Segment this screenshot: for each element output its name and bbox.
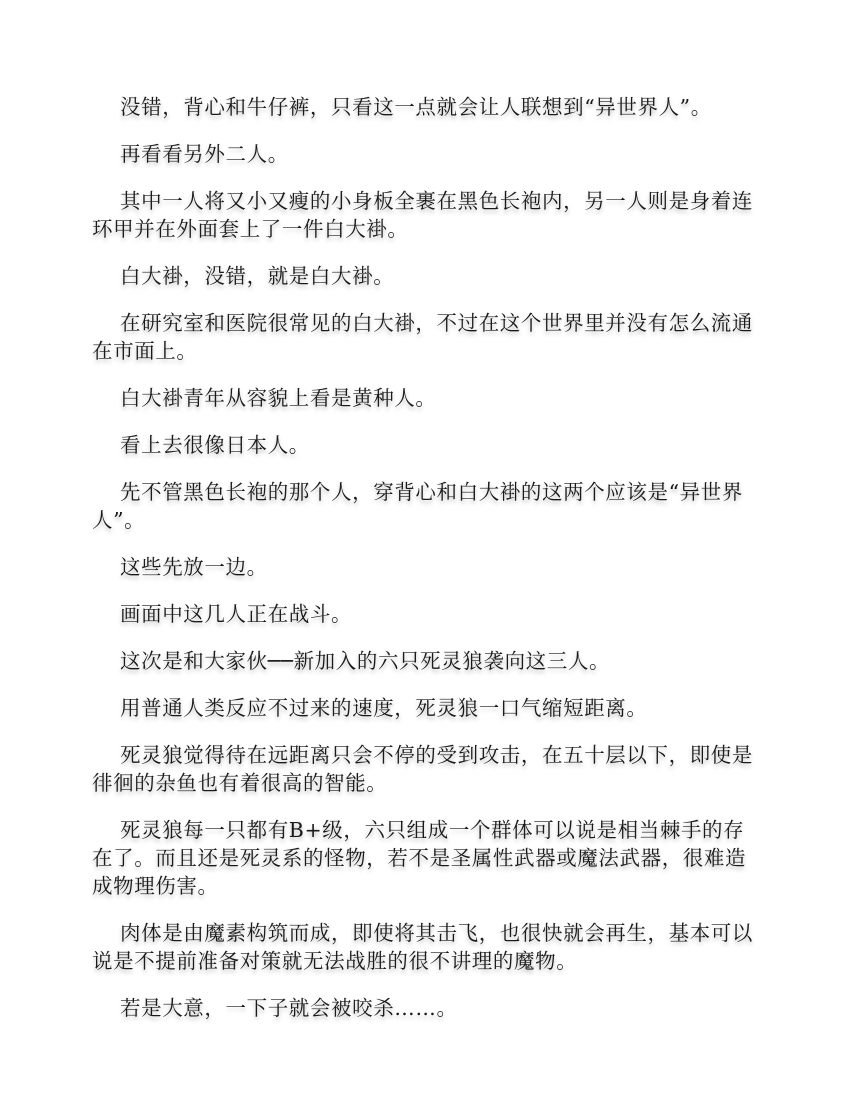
text-body [92,93,754,1041]
paragraph: 再看看另外二人。 [120,142,289,166]
paragraph: 先不管黑色长袍的那个人，穿背心和白大褂的这两个应该是“异世界人”。 [92,480,743,532]
paragraph: 看上去很像日本人。 [120,433,310,457]
paragraph: 若是大意，一下子就会被咬杀……。 [120,996,458,1020]
paragraph: 在研究室和医院很常见的白大褂，不过在这个世界里并没有怎么流通在市面上。 [92,311,753,363]
paragraph: 用普通人类反应不过来的速度，死灵狼一口气缩短距离。 [120,696,648,720]
paragraph: 肉体是由魔素构筑而成，即使将其击飞，也很快就会再生，基本可以说是不提前准备对策就无法战胜的很不讲理的魔物。 [92,921,753,973]
paragraph: 这次是和大家伙──新加入的六只死灵狼袭向这三人。 [120,649,611,673]
paragraph: 没错，背心和牛仔裤，只看这一点就会让人联想到“异世界人”。 [120,95,712,119]
paragraph: 死灵狼觉得待在远距离只会不停的受到攻击，在五十层以下，即使是徘徊的杂鱼也有着很高的智能。 [92,743,753,795]
paragraph: 其中一人将又小又瘦的小身板全裹在黑色长袍内，另一人则是身着连环甲并在外面套上了一件白大褂。 [92,189,753,241]
paragraph: 白大褂青年从容貌上看是黄种人。 [120,386,437,410]
paragraph: 画面中这几人正在战斗。 [120,602,353,626]
paragraph: 白大褂，没错，就是白大褂。 [120,264,395,288]
paragraph: 死灵狼每一只都有B+级，六只组成一个群体可以说是相当棘手的存在了。而且还是死灵系的怪物，若不是圣属性武器或魔法武器，很难造成物理伤害。 [92,818,747,898]
paragraph: 这些先放一边。 [120,555,268,579]
